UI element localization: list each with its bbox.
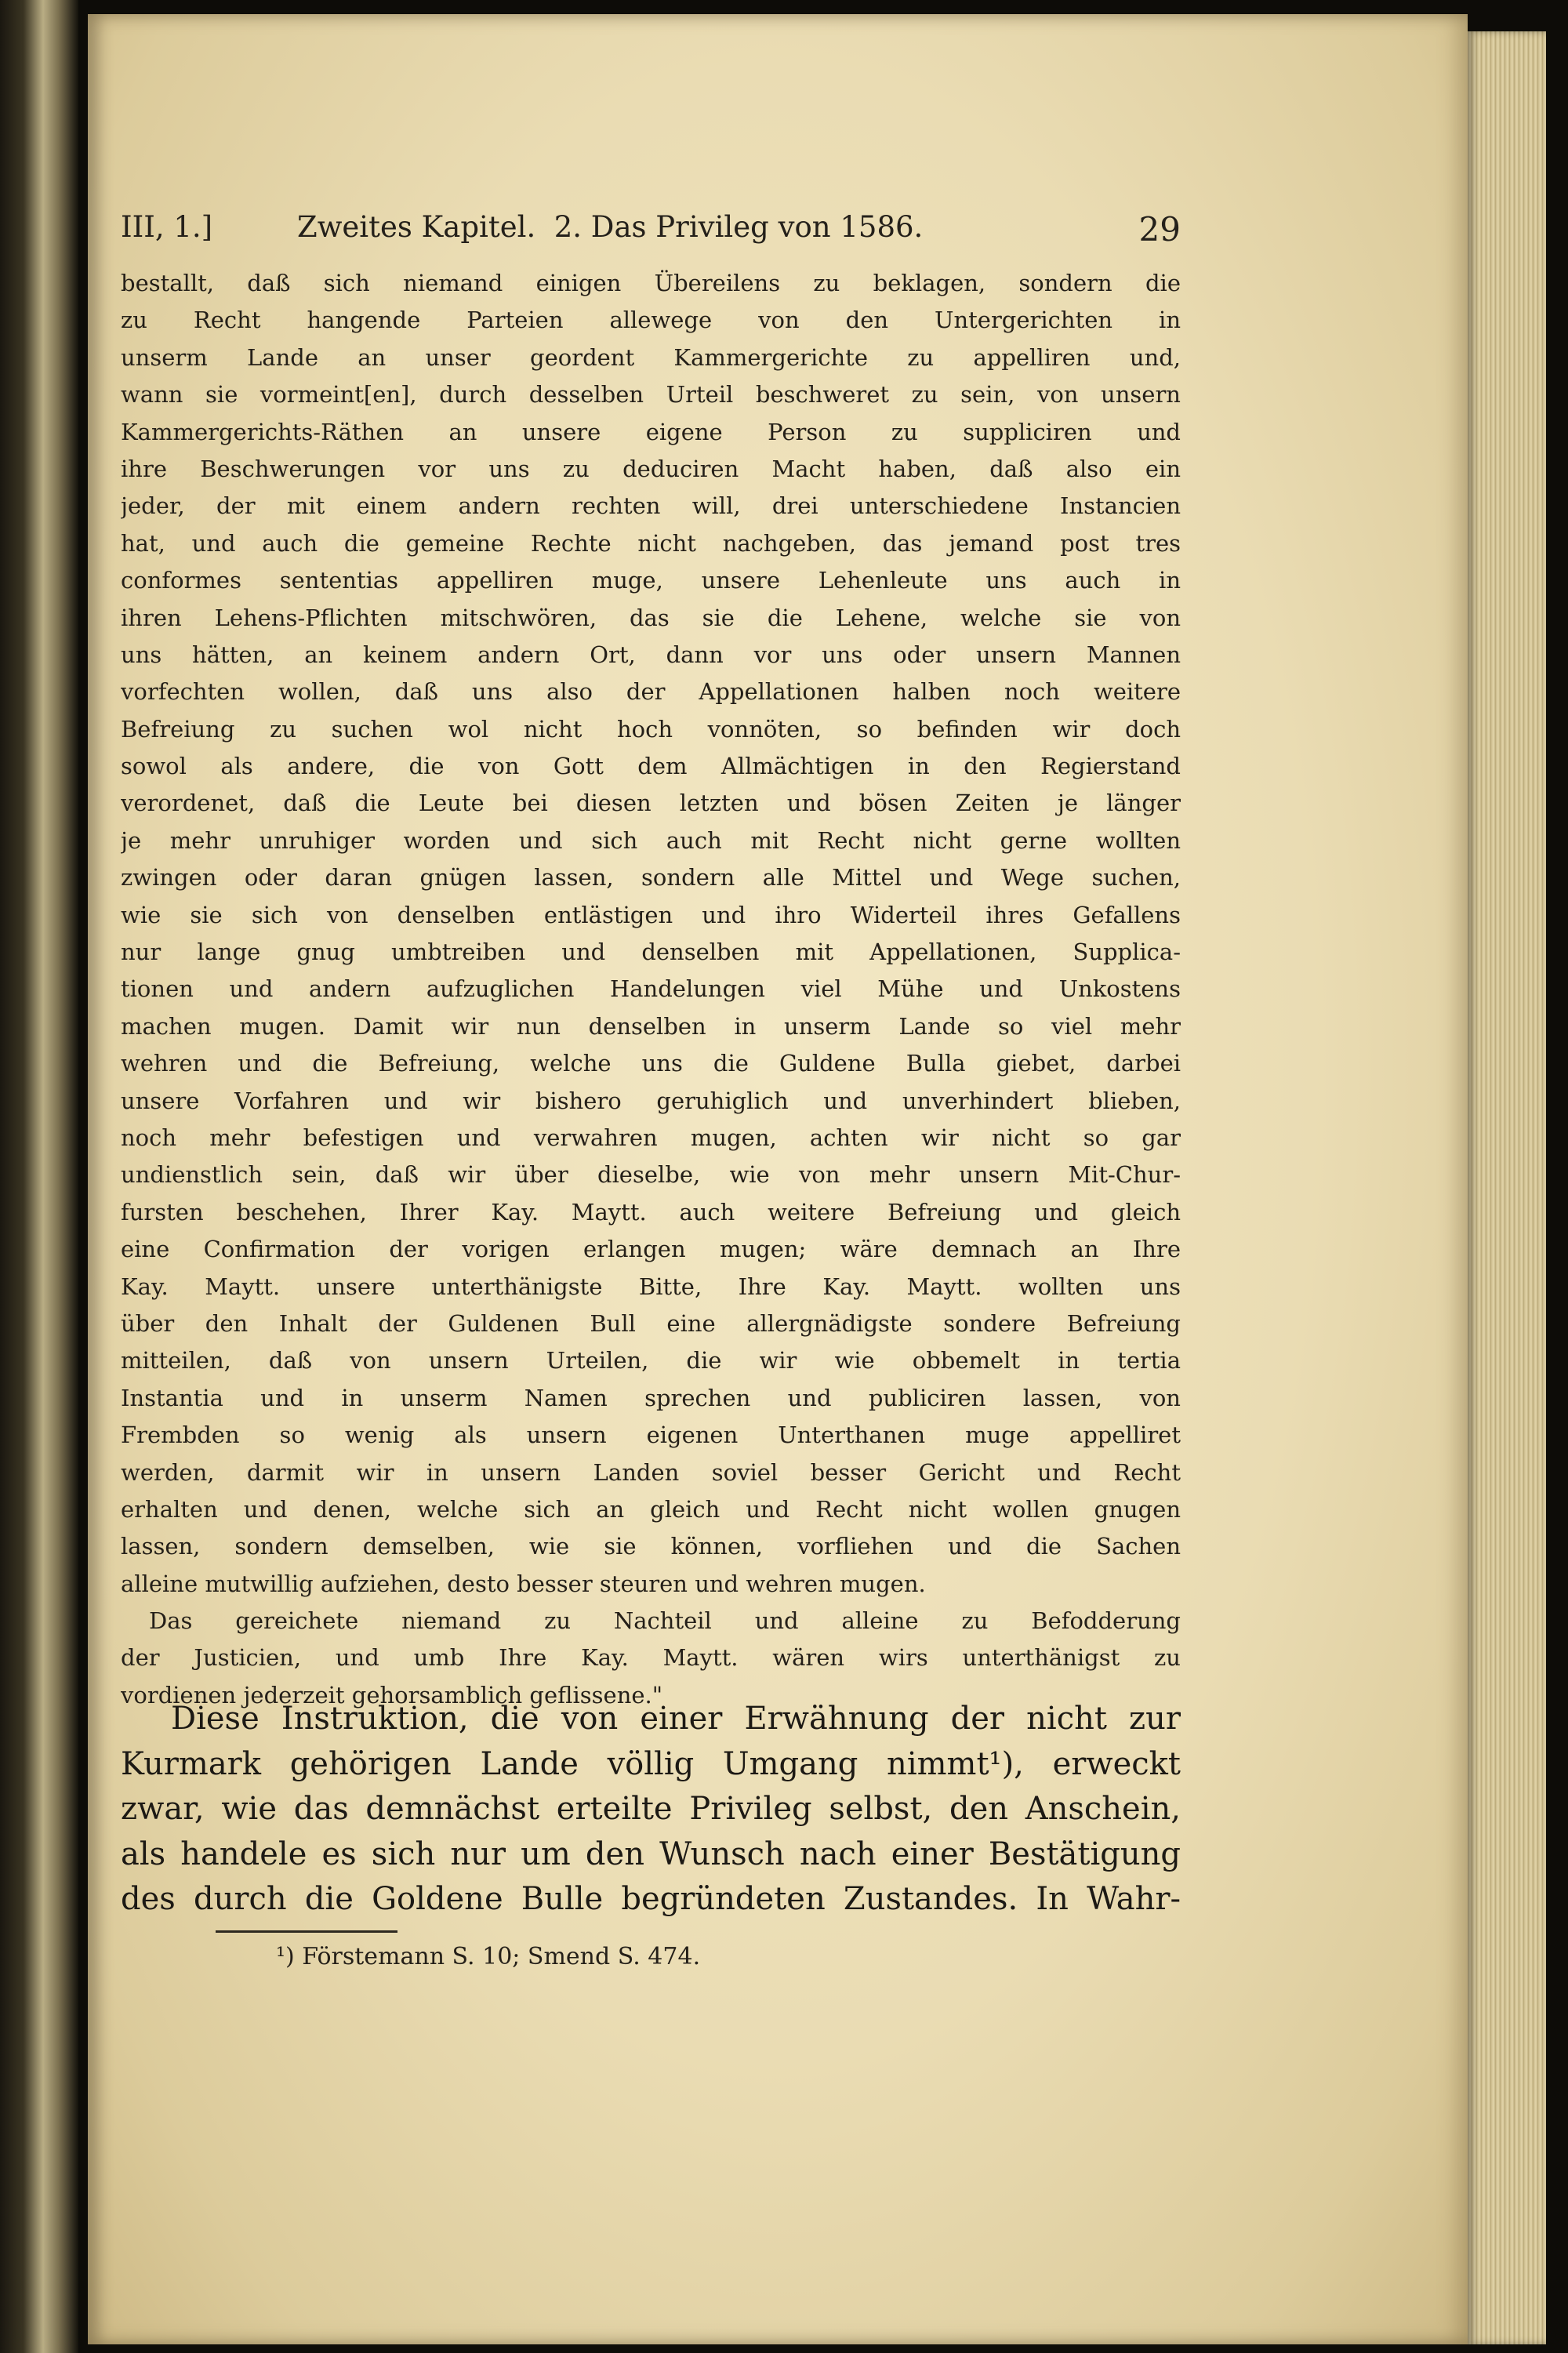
text-line: wann sie vormeint[en], durch desselben Urteil beschweret zu sein, von unsern bbox=[121, 381, 1181, 409]
text-line: jeder, der mit einem andern rechten will, drei unterschiedene Instancien bbox=[121, 492, 1181, 520]
text-line: Kurmark gehörigen Lande völlig Umgang nimmt¹), erweckt bbox=[121, 1745, 1181, 1782]
text-line: wie sie sich von denselben entlästigen und ihro Widerteil ihres Gefallens bbox=[121, 901, 1181, 928]
text-line: erhalten und denen, welche sich an gleich und Recht nicht wollen gnugen bbox=[121, 1495, 1181, 1523]
text-line: ihren Lehens-Pflichten mitschwören, das sie die Lehene, welche sie von bbox=[121, 604, 1181, 631]
text-line: unserm Lande an unser geordent Kammergerichte zu appelliren und, bbox=[121, 343, 1181, 371]
text-line: nur lange gnug umbtreiben und denselben mit Appellationen, Supplica- bbox=[121, 939, 1181, 966]
text-line: undienstlich sein, daß wir über dieselbe, wie von mehr unsern Mit-Chur- bbox=[121, 1161, 1181, 1189]
text-line: fursten beschehen, Ihrer Kay. Maytt. auch weitere Befreiung und gleich bbox=[121, 1198, 1181, 1226]
text-line: wehren und die Befreiung, welche uns die Guldene Bulla giebet, darbei bbox=[121, 1050, 1181, 1077]
text-line: sowol als andere, die von Gott dem Allmächtigen in den Regierstand bbox=[121, 753, 1181, 780]
text-line: Diese Instruktion, die von einer Erwähnung der nicht zur bbox=[171, 1701, 1181, 1737]
text-line: eine Confirmation der vorigen erlangen mugen; wäre demnach an Ihre bbox=[121, 1236, 1181, 1263]
text-line: Befreiung zu suchen wol nicht hoch vonnöten, so befinden wir doch bbox=[121, 715, 1181, 743]
page-number: 29 bbox=[1138, 210, 1181, 249]
text-line: als handele es sich nur um den Wunsch nach einer Bestätigung bbox=[121, 1836, 1181, 1872]
text-line: bestallt, daß sich niemand einigen Übereilens zu beklagen, sondern die bbox=[121, 270, 1181, 296]
text-line: lassen, sondern demselben, wie sie können, vorfliehen und die Sachen bbox=[121, 1533, 1181, 1560]
text-line: der Justicien, und umb Ihre Kay. Maytt. wären wirs unterthänigst zu bbox=[121, 1644, 1181, 1672]
text-line: alleine mutwillig aufziehen, desto besser steuren und wehren mugen. bbox=[121, 1570, 926, 1597]
quoted-document-text bbox=[121, 265, 1181, 1714]
main-paragraph bbox=[121, 1697, 1181, 1923]
text-line: zu Recht hangende Parteien allewege von den Untergerichten in bbox=[121, 307, 1181, 334]
page-fore-edge bbox=[1468, 31, 1546, 2344]
text-line: tionen und andern aufzuglichen Handelungen viel Mühe und Unkostens bbox=[121, 975, 1181, 1003]
text-line: ihre Beschwerungen vor uns zu deduciren Macht haben, daß also ein bbox=[121, 455, 1181, 482]
text-line: uns hätten, an keinem andern Ort, dann vor uns oder unsern Mannen bbox=[121, 641, 1181, 668]
text-line: noch mehr befestigen und verwahren mugen, achten wir nicht so gar bbox=[121, 1124, 1181, 1151]
facing-page-edge bbox=[0, 0, 78, 2353]
text-line: verordenet, daß die Leute bei diesen letzten und bösen Zeiten je länger bbox=[121, 790, 1181, 817]
footnote-rule bbox=[216, 1930, 397, 1933]
text-line: vorfechten wollen, daß uns also der Appellationen halben noch weitere bbox=[121, 678, 1181, 706]
text-line: Instantia und in unserm Namen sprechen und publiciren lassen, von bbox=[121, 1384, 1181, 1411]
text-line: machen mugen. Damit wir nun denselben in unserm Lande so viel mehr bbox=[121, 1012, 1181, 1040]
text-line: conformes sententias appelliren muge, unsere Lehenleute uns auch in bbox=[121, 567, 1181, 594]
text-line: Kammergerichts-Räthen an unsere eigene Person zu suppliciren und bbox=[121, 418, 1181, 445]
text-line: mitteilen, daß von unsern Urteilen, die wir wie obbemelt in tertia bbox=[121, 1347, 1181, 1374]
text-line: unsere Vorfahren und wir bishero geruhiglich und unverhindert blieben, bbox=[121, 1087, 1181, 1114]
text-line: zwingen oder daran gnügen lassen, sondern alle Mittel und Wege suchen, bbox=[121, 864, 1181, 891]
text-line: über den Inhalt der Guldenen Bull eine allergnädigste sondere Befreiung bbox=[121, 1309, 1181, 1337]
text-line: zwar, wie das demnächst erteilte Privileg selbst, den Anschein, bbox=[121, 1791, 1181, 1827]
text-line: Das gereichete niemand zu Nachteil und alleine zu Befodderung bbox=[149, 1607, 1181, 1635]
text-line: des durch die Goldene Bulle begründeten Zustandes. In Wahr- bbox=[121, 1881, 1181, 1917]
text-line: hat, und auch die gemeine Rechte nicht nachgeben, das jemand post tres bbox=[121, 529, 1181, 557]
page-header bbox=[121, 210, 1181, 254]
text-line: Frembden so wenig als unsern eigenen Unterthanen muge appelliret bbox=[121, 1422, 1181, 1449]
text-line: je mehr unruhiger worden und sich auch mit Recht nicht gerne wollten bbox=[121, 826, 1181, 854]
chapter-signature: III, 1.] bbox=[121, 210, 213, 244]
running-title: Zweites Kapitel. 2. Das Privileg von 1586. bbox=[297, 210, 924, 244]
text-line: Kay. Maytt. unsere unterthänigste Bitte, Ihre Kay. Maytt. wollten uns bbox=[121, 1273, 1181, 1300]
text-line: vordienen jederzeit gehorsamblich geflissene." bbox=[121, 1681, 663, 1708]
footnote: ¹) Förstemann S. 10; Smend S. 474. bbox=[276, 1943, 701, 1970]
text-line: werden, darmit wir in unsern Landen soviel besser Gericht und Recht bbox=[121, 1458, 1181, 1486]
